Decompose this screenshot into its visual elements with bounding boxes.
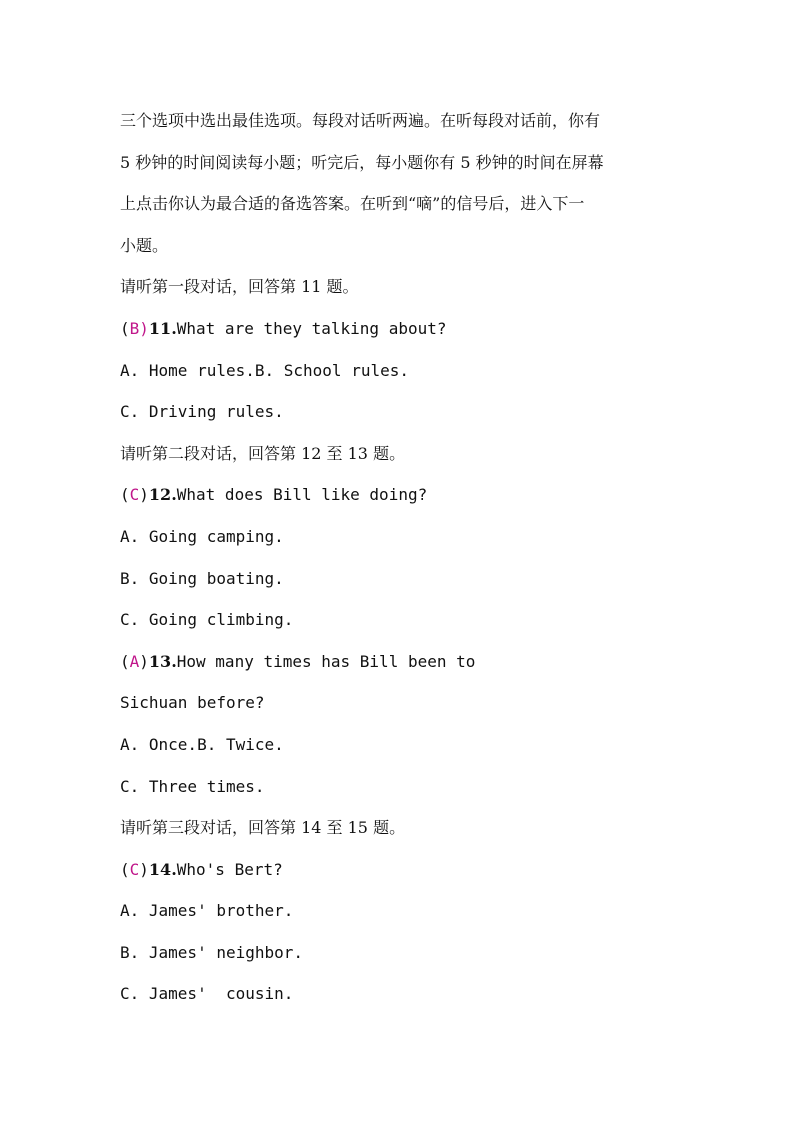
option-c: C. Three times.	[120, 776, 265, 796]
question-12	[120, 474, 680, 516]
option-b: B. Going boating.	[120, 568, 284, 588]
answer-paren-open: (	[120, 651, 130, 671]
instruction-line: 小题。	[120, 235, 169, 255]
options-row	[120, 724, 680, 766]
instruction-line: 三个选项中选出最佳选项。每段对话听两遍。在听每段对话前，你有	[120, 111, 601, 130]
question-11	[120, 308, 680, 350]
option-c: C. Going climbing.	[120, 610, 294, 630]
question-number: 13.	[148, 651, 177, 671]
answer-mark: C	[129, 859, 140, 879]
answer-mark: C	[129, 485, 140, 505]
question-text: Who's Bert?	[176, 859, 283, 879]
question-text: What does Bill like doing?	[176, 485, 428, 505]
answer-paren-open: (	[120, 318, 130, 338]
question-number: 12.	[148, 485, 177, 505]
instruction-line: 上点击你认为最合适的备选答案。在听到“嘀”的信号后，进入下一	[120, 194, 585, 214]
answer-paren-open: (	[120, 859, 130, 879]
question-text-continued: Sichuan before?	[120, 693, 265, 713]
option-a: A. Once.	[120, 734, 198, 754]
instructions	[120, 100, 680, 266]
question-text: How many times has Bill been to	[176, 651, 476, 671]
answer-paren-close: )	[139, 651, 149, 671]
answer-paren-close: )	[139, 485, 149, 505]
question-13	[120, 641, 680, 683]
answer-paren-close: )	[139, 859, 149, 879]
section-heading-3: 请听第三段对话，回答第 14 至 15 题。	[120, 818, 406, 838]
instruction-line: 5 秒钟的时间阅读每小题；听完后，每小题你有 5 秒钟的时间在屏幕	[120, 152, 604, 172]
options-row	[120, 350, 680, 392]
question-text: What are they talking about?	[176, 318, 447, 338]
question-14	[120, 849, 680, 891]
option-c: C. Driving rules.	[120, 402, 284, 422]
document-page	[120, 100, 680, 1015]
section-heading-2: 请听第二段对话，回答第 12 至 13 题。	[120, 443, 406, 463]
question-number: 11.	[148, 318, 177, 338]
option-c: C. James' cousin.	[120, 984, 294, 1004]
option-b: B. School rules.	[254, 360, 409, 380]
option-a: A. Going camping.	[120, 526, 284, 546]
answer-paren-open: (	[120, 485, 130, 505]
option-a: A. Home rules.	[120, 360, 255, 380]
option-a: A. James' brother.	[120, 901, 294, 921]
answer-mark: A	[129, 651, 140, 671]
answer-mark: B	[129, 318, 140, 338]
section-heading-1: 请听第一段对话，回答第 11 题。	[120, 277, 359, 297]
answer-paren-close: )	[139, 318, 149, 338]
option-b: B. Twice.	[197, 734, 284, 754]
option-b: B. James' neighbor.	[120, 942, 304, 962]
question-number: 14.	[148, 859, 177, 879]
